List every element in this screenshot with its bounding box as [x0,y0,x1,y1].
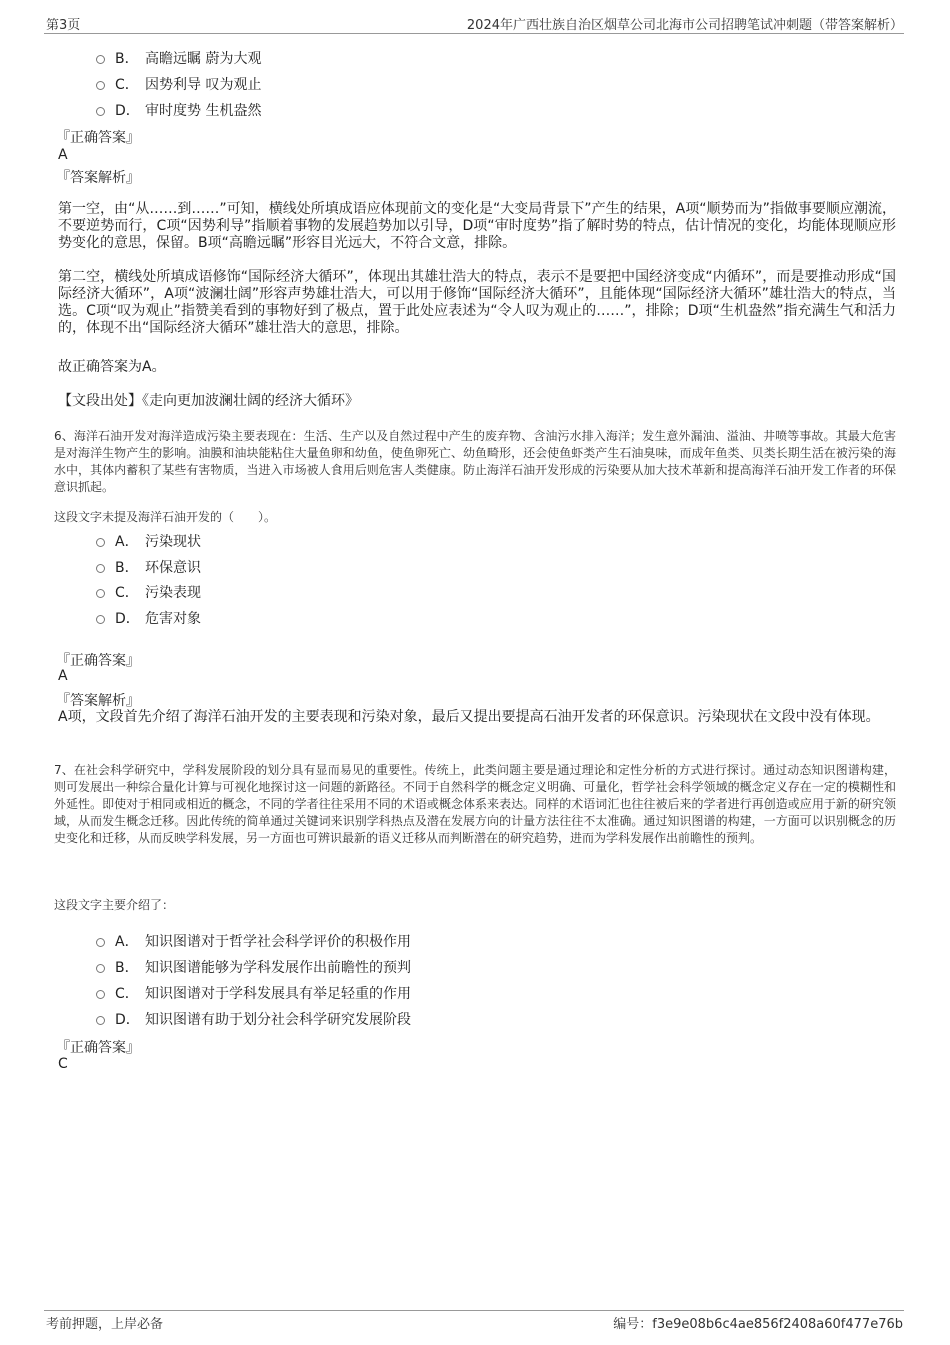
footer-slogan: 考前押题，上岸必备 [46,1317,164,1332]
radio-icon[interactable] [96,538,105,547]
q6-stem: 6、海洋石油开发对海洋造成污染主要表现在：生活、生产以及自然过程中产生的废弃物、含油污水排入海洋；发生意外漏油、溢油、井喷等事故。其最大危害是对海洋生物产生的影响。油膜和油块能粘住大量鱼卵和幼鱼，使鱼卵死亡、幼鱼畸形，还会使鱼虾类产生石油臭味，而成年鱼类、贝类长期生活在被污染的海水中，其体内蓄积了某些有害物质，当进入市场被人食用后则危害人类健康。防止海洋石油开发形成的污染要从加大技术革新和提高海洋石油开发工作者的环保意识抓起。 [54,429,896,494]
radio-icon[interactable] [96,615,105,624]
q5-answer: A [58,147,68,163]
q5-option-c[interactable]: C． 因势利导 叹为观止 [96,74,261,94]
radio-icon[interactable] [96,81,105,90]
footer-divider [44,1310,904,1311]
q5-analysis-conclusion: 故正确答案为A。 [58,359,166,375]
radio-icon[interactable] [96,1016,105,1025]
q6-answer-label: 『正确答案』 [56,653,140,669]
radio-icon[interactable] [96,564,105,573]
q7-option-d[interactable]: D． 知识图谱有助于划分社会科学研究发展阶段 [96,1009,411,1029]
q6-answer: A [58,668,68,684]
q6-option-b[interactable]: B． 环保意识 [96,557,201,577]
q5-analysis-paragraph-2: 第二空，横线处所填成语修饰“国际经济大循环”，体现出其雄壮浩大的特点，表示不是要把中国经济变成“内循环”，而是要推动形成“国际经济大循环”，A项“波澜壮阔”形容声势雄壮浩大，可以用于修饰“国际经济大循环”，且能体现“国际经济大循环”雄壮浩大的特点，当选。C项“叹为观止”指赞美看到的事物好到了极点，置于此处应表述为“令人叹为观止的……”，排除；D项“生机盎然”指充满生气和活力的，体现不出“国际经济大循环”雄壮浩大的意思，排除。 [58,269,896,336]
q6-option-c[interactable]: C． 污染表现 [96,582,201,602]
header-divider [44,33,904,34]
q5-option-b[interactable]: B． 高瞻远瞩 蔚为大观 [96,48,261,68]
q6-analysis-label: 『答案解析』 [56,693,140,709]
document-title: 2024年广西壮族自治区烟草公司北海市公司招聘笔试冲刺题（带答案解析） [466,18,903,33]
q6-option-d[interactable]: D． 危害对象 [96,608,201,628]
radio-icon[interactable] [96,107,105,116]
footer-doc-id: 编号：f3e9e08b6c4ae856f2408a60f477e76b [613,1317,903,1332]
q7-option-b[interactable]: B． 知识图谱能够为学科发展作出前瞻性的预判 [96,957,411,977]
radio-icon[interactable] [96,990,105,999]
q7-option-c[interactable]: C． 知识图谱对于学科发展具有举足轻重的作用 [96,983,411,1003]
page-number: 第3页 [46,18,81,33]
q7-answer-label: 『正确答案』 [56,1040,140,1056]
q5-analysis-label: 『答案解析』 [56,170,140,186]
q6-question: 这段文字未提及海洋石油开发的（ ）。 [54,510,277,524]
q5-answer-label: 『正确答案』 [56,130,140,146]
q7-question: 这段文字主要介绍了： [54,898,175,912]
q7-answer: C [58,1056,68,1072]
q5-option-d[interactable]: D． 审时度势 生机盎然 [96,100,261,120]
radio-icon[interactable] [96,938,105,947]
radio-icon[interactable] [96,964,105,973]
q5-analysis-paragraph-1: 第一空，由“从……到……”可知，横线处所填成语应体现前文的变化是“大变局背景下”产生的结果，A项“顺势而为”指做事要顺应潮流，不要逆势而行，C项“因势利导”指顺着事物的发展趋势加以引导，D项“审时度势”指了解时势的特点，估计情况的变化，均能体现顺应形势变化的意思，保留。B项“高瞻远瞩”形容目光远大，不符合文意，排除。 [58,201,896,251]
q7-stem: 7、在社会科学研究中，学科发展阶段的划分具有显而易见的重要性。传统上，此类问题主要是通过理论和定性分析的方式进行探讨。通过动态知识图谱构建，则可发展出一种综合量化计算与可视化地探讨这一问题的新路径。不同于自然科学的概念定义明确、可量化，哲学社会科学领域的概念定义存在一定的模糊性和外延性。即使对于相同或相近的概念，不同的学者往往采用不同的术语或概念体系来表达。同样的术语词汇也往往被后来的学者进行再创造或应用于新的研究领域，从而发生概念迁移。因此传统的简单通过关键词来识别学科热点及潜在发展方向的计量方法往往不太准确。通过知识图谱的构建，一方面可以识别概念的历史变化和迁移，从而反映学科发展，另一方面也可辨识最新的语义迁移从而判断潜在的研究趋势，进而为学科发展作出前瞻性的预判。 [54,763,896,845]
radio-icon[interactable] [96,55,105,64]
q5-source: 【文段出处】《走向更加波澜壮阔的经济大循环》 [58,393,359,409]
q6-option-a[interactable]: A． 污染现状 [96,531,201,551]
q6-analysis: A项，文段首先介绍了海洋石油开发的主要表现和污染对象，最后又提出要提高石油开发者的环保意识。污染现状在文段中没有体现。 [58,709,880,725]
radio-icon[interactable] [96,589,105,598]
q7-option-a[interactable]: A． 知识图谱对于哲学社会科学评价的积极作用 [96,931,411,951]
